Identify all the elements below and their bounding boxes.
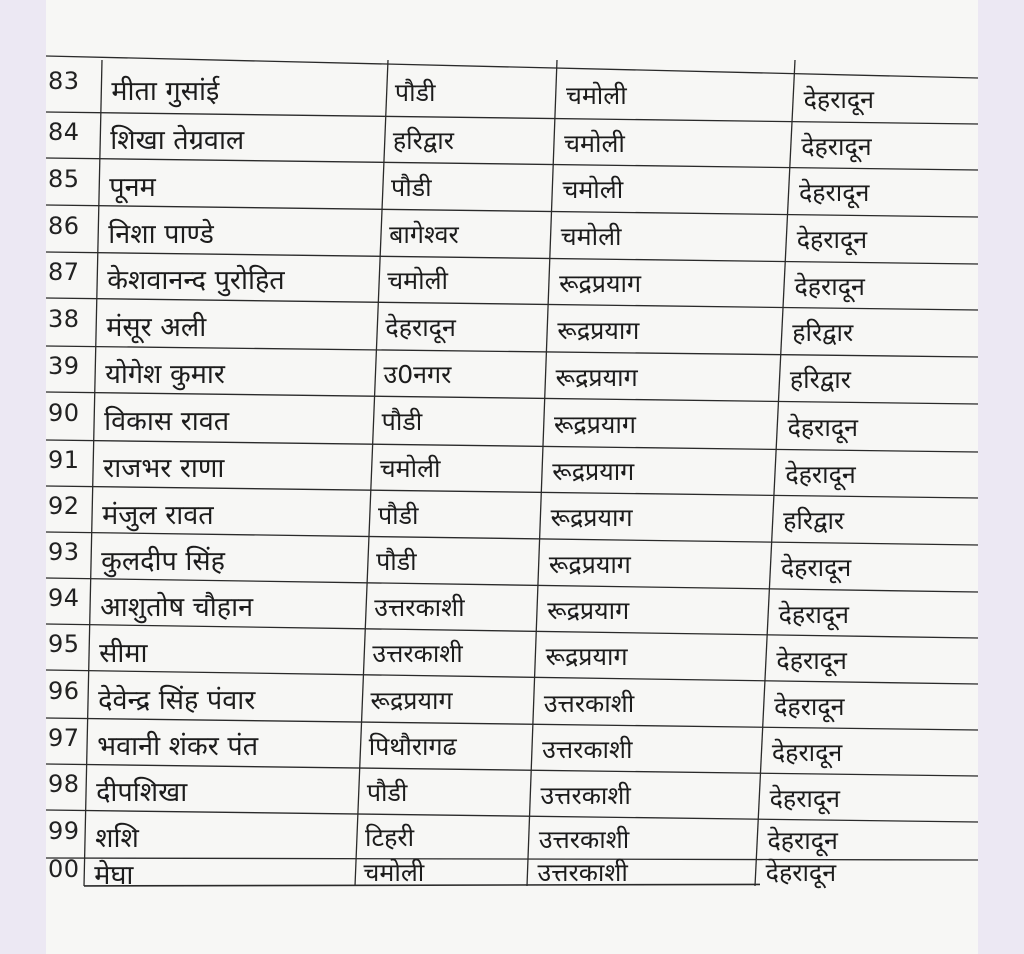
serial-number: 92 — [48, 492, 80, 521]
district-col1: पौडी — [381, 407, 423, 437]
serial-number: 90 — [48, 399, 80, 428]
serial-number: 86 — [48, 211, 80, 240]
district-col2: चमोली — [564, 128, 625, 158]
person-name: दीपशिखा — [96, 777, 188, 809]
district-col1: उत्तरकाशी — [372, 639, 463, 669]
district-col3: देहरादून — [769, 783, 841, 813]
person-name: योगेश कुमार — [105, 359, 225, 391]
district-col3: देहरादून — [765, 858, 837, 887]
district-col2: रूद्रप्रयाग — [559, 268, 642, 298]
serial-number: 00 — [48, 855, 80, 883]
district-col3: देहरादून — [776, 645, 847, 675]
district-col1: पिथौरागढ — [368, 732, 457, 762]
serial-number: 98 — [48, 770, 80, 799]
district-col2: चमोली — [560, 222, 622, 252]
person-name: मीता गुसांई — [111, 75, 220, 107]
district-col1: पौडी — [376, 547, 417, 577]
district-col2: रूद्रप्रयाग — [557, 315, 640, 345]
serial-number: 99 — [48, 817, 80, 846]
district-col3: हरिद्वार — [789, 365, 851, 395]
person-name: केशवानन्द पुरोहित — [107, 265, 285, 297]
district-col2: रूद्रप्रयाग — [548, 549, 631, 579]
district-col2: उत्तरकाशी — [537, 858, 628, 887]
district-col1: पौडी — [366, 778, 408, 808]
person-name: आशुतोष चौहान — [100, 591, 254, 623]
district-col3: देहरादून — [767, 826, 838, 856]
district-col1: चमोली — [363, 858, 425, 887]
district-col1: देहरादून — [385, 313, 456, 343]
district-col2: उत्तरकाशी — [538, 824, 630, 854]
person-name: कुलदीप सिंह — [101, 545, 226, 577]
person-name: भवानी शंकर पंत — [97, 731, 259, 763]
district-col3: हरिद्वार — [783, 506, 845, 536]
serial-number: 85 — [48, 164, 80, 193]
serial-number: 94 — [48, 584, 80, 613]
person-name: मंजुल रावत — [102, 499, 214, 531]
district-col1: बागेश्वर — [389, 219, 459, 249]
district-col3: देहरादून — [796, 225, 868, 255]
serial-number: 87 — [48, 258, 80, 287]
district-col3: देहरादून — [794, 271, 865, 301]
district-col1: उ0नगर — [383, 360, 452, 390]
district-col3: देहरादून — [787, 412, 859, 442]
district-col1: पौडी — [391, 172, 432, 202]
district-col1: चमोली — [387, 266, 449, 296]
district-col2: चमोली — [562, 175, 624, 205]
person-name: मेघा — [94, 860, 134, 891]
district-col3: देहरादून — [774, 691, 845, 721]
district-col1: चमोली — [379, 454, 441, 484]
serial-number: 93 — [48, 538, 80, 567]
serial-number: 38 — [48, 305, 80, 334]
district-col2: रूद्रप्रयाग — [550, 503, 633, 533]
district-col3: देहरादून — [778, 599, 850, 629]
district-col2: चमोली — [565, 81, 627, 111]
person-name: विकास रावत — [104, 406, 230, 438]
district-col2: रूद्रप्रयाग — [553, 409, 636, 439]
district-col3: हरिद्वार — [792, 318, 854, 348]
person-name: शिखा तेग्रवाल — [110, 125, 245, 157]
district-col3: देहरादून — [771, 737, 843, 767]
district-col1: पौडी — [377, 500, 419, 530]
serial-number: 83 — [48, 67, 80, 96]
district-col2: रूद्रप्रयाग — [555, 362, 638, 392]
district-col2: रूद्रप्रयाग — [545, 642, 628, 672]
person-name: राजभर राणा — [103, 453, 225, 485]
person-name: निशा पाण्डे — [108, 218, 214, 250]
district-col3: देहरादून — [801, 131, 872, 161]
person-name: देवेन्द्र सिंह पंवार — [98, 684, 256, 716]
serial-number: 39 — [48, 352, 80, 381]
district-col3: देहरादून — [780, 553, 852, 583]
district-col2: रूद्रप्रयाग — [552, 456, 635, 486]
district-col1: पौडी — [394, 77, 436, 107]
person-name: मंसूर अली — [106, 312, 207, 344]
serial-number: 96 — [48, 677, 80, 706]
district-col2: उत्तरकाशी — [540, 780, 631, 810]
district-col1: टिहरी — [365, 823, 415, 853]
serial-number: 95 — [48, 630, 80, 659]
district-col3: देहरादून — [803, 85, 875, 115]
person-name: पूनम — [109, 171, 156, 203]
district-col1: उत्तरकाशी — [374, 593, 465, 623]
district-col3: देहरादून — [785, 459, 856, 489]
district-col1: रूद्रप्रयाग — [370, 685, 453, 715]
serial-number: 84 — [48, 118, 80, 147]
serial-number: 97 — [48, 724, 80, 753]
district-col2: उत्तरकाशी — [543, 688, 635, 718]
serial-number: 91 — [48, 446, 80, 475]
district-col2: उत्तरकाशी — [542, 734, 633, 764]
district-col2: रूद्रप्रयाग — [547, 596, 630, 626]
row-rule — [46, 858, 978, 860]
person-name: सीमा — [99, 637, 148, 669]
person-name: शशि — [95, 823, 139, 855]
district-col3: देहरादून — [798, 178, 870, 208]
district-col1: हरिद्वार — [392, 126, 454, 156]
